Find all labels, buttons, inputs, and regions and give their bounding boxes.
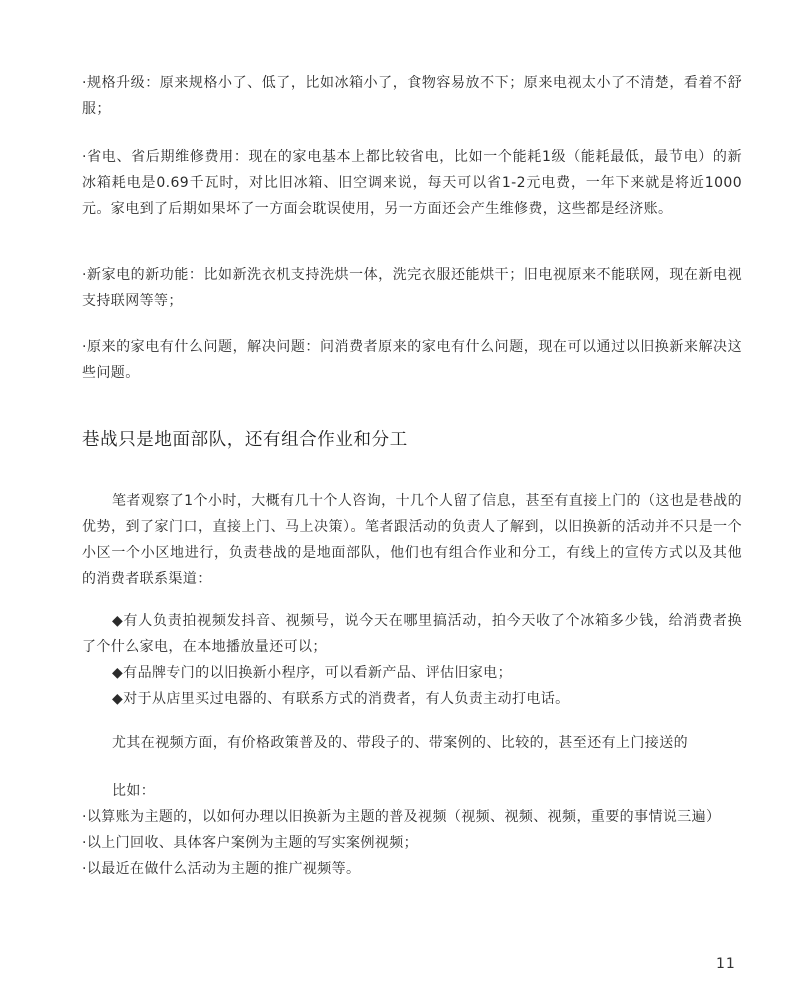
example-label: 比如：: [112, 783, 156, 799]
example-list: [82, 778, 742, 882]
section-heading: 巷战只是地面部队，还有组合作业和分工: [82, 430, 408, 450]
video-paragraph: 尤其在视频方面，有价格政策普及的、带段子的、带案例的、比较的，甚至还有上门接送的: [112, 735, 688, 751]
example-item-accounting: ·以算账为主题的，以如何办理以旧换新为主题的普及视频（视频、视频、视频，重要的事情说三遍）: [82, 809, 721, 825]
diamond-item-phone: ◆对于从店里买过电器的、有联系方式的消费者，有人负责主动打电话。: [112, 691, 570, 707]
bullet-solve-problems: ·原来的家电有什么问题，解决问题：问消费者原来的家电有什么问题，现在可以通过以旧换新来解决这些问题。: [82, 339, 742, 381]
bullet-energy-saving: ·省电、省后期维修费用：现在的家电基本上都比较省电，比如一个能耗1级（能耗最低，最节电）的新冰箱耗电是0.69千瓦时，对比旧冰箱、旧空调来说，每天可以省1-2元电费，一年下来就是将近1000元。家电到了后期如果坏了一方面会耽误使用，另一方面还会产生维修费，这些都是经济账。: [82, 149, 742, 217]
example-item-case-study: ·以上门回收、具体客户案例为主题的写实案例视频；: [82, 835, 419, 851]
diamond-list: [82, 608, 742, 712]
bullet-new-features: ·新家电的新功能：比如新洗衣机支持洗烘一体，洗完衣服还能烘干；旧电视原来不能联网，现在新电视支持联网等等；: [82, 267, 742, 309]
diamond-item-video: ◆有人负责拍视频发抖音、视频号，说今天在哪里搞活动，拍今天收了个冰箱多少钱，给消费者换了个什么家电，在本地播放量还可以；: [82, 613, 742, 655]
page-number: 11: [716, 956, 736, 972]
diamond-item-miniprogram: ◆有品牌专门的以旧换新小程序，可以看新产品、评估旧家电；: [112, 665, 512, 681]
bullet-spec-upgrade: ·规格升级：原来规格小了、低了，比如冰箱小了，食物容易放不下；原来电视太小了不清楚，看着不舒服；: [82, 75, 742, 117]
example-item-promotion: ·以最近在做什么活动为主题的推广视频等。: [82, 861, 361, 877]
intro-paragraph: 笔者观察了1个小时，大概有几十个人咨询，十几个人留了信息，甚至有直接上门的（这也是巷战的优势，到了家门口，直接上门、马上决策）。笔者跟活动的负责人了解到，以旧换新的活动并不只是一个小区一个小区地进行，负责巷战的是地面部队，他们也有组合作业和分工，有线上的宣传方式以及其他的消费者联系渠道：: [82, 493, 742, 587]
